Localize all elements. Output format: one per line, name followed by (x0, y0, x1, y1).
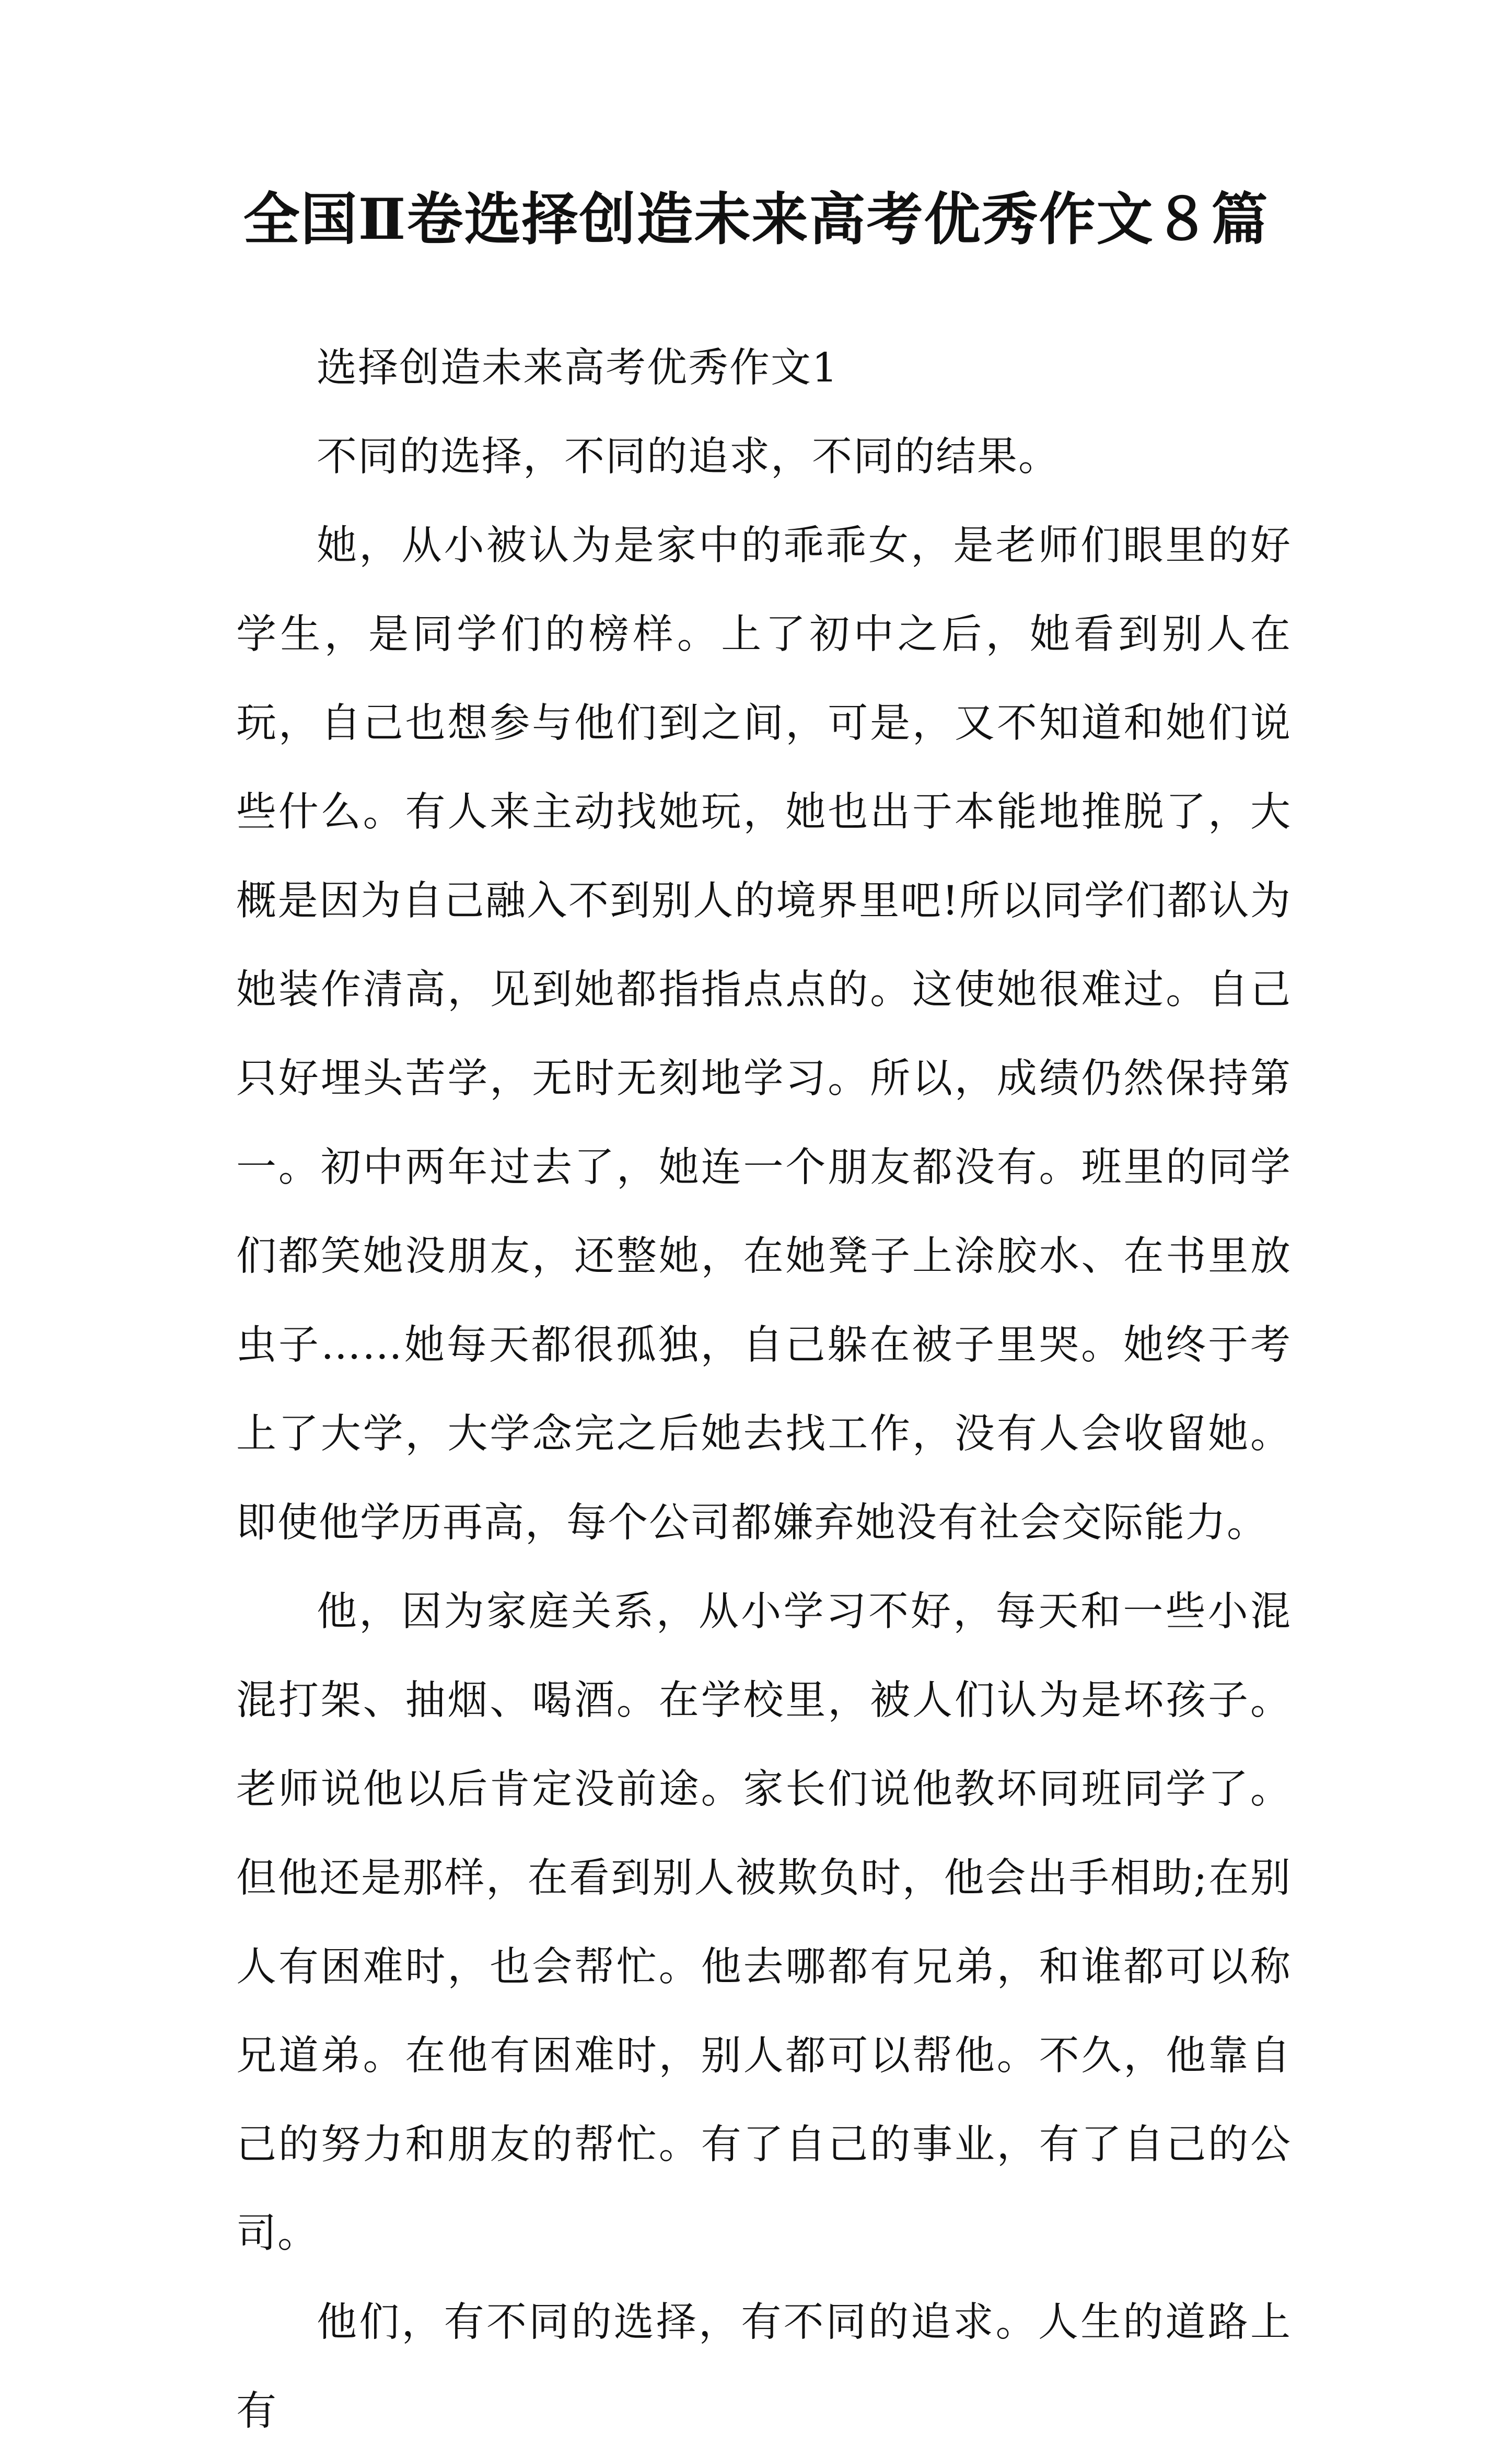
document-title: 全国Ⅱ卷选择创造未来高考优秀作文８篇 (243, 187, 1269, 252)
paragraph-2: 她，从小被认为是家中的乖乖女，是老师们眼里的好学生，是同学们的榜样。上了初中之后，她看到别人在玩，自己也想参与他们到之间，可是，又不知道和她们说些什么。有人来主动找她玩，她也出于本能地推脱了，大概是因为自己融入不到别人的境界里吧!所以同学们都认为她装作清高，见到她都指指点点的。这使她很难过。自己只好埋头苦学，无时无刻地学习。所以，成绩仍然保持第一。初中两年过去了，她连一个朋友都没有。班里的同学们都笑她没朋友，还整她，在她凳子上涂胶水、在书里放虫子……她每天都很孤独，自己躲在被子里哭。她终于考上了大学，大学念完之后她去找工作，没有人会收留她。即使他学历再高，每个公司都嫌弃她没有社会交际能力。 (236, 523, 1292, 1546)
essay-heading: 选择创造未来高考优秀作文1 (317, 345, 839, 391)
paragraph-4: 他们，有不同的选择，有不同的追求。人生的道路上有 (236, 2299, 1292, 2435)
paragraph-1: 不同的选择，不同的追求，不同的结果。 (317, 434, 1060, 480)
paragraph-3: 他，因为家庭关系，从小学习不好，每天和一些小混混打架、抽烟、喝酒。在学校里，被人们认为是坏孩子。老师说他以后肯定没前途。家长们说他教坏同班同学了。但他还是那样，在看到别人被欺负时，他会出手相助;在别人有困难时，也会帮忙。他去哪都有兄弟，和谁都可以称兄道弟。在他有困难时，别人都可以帮他。不久，他靠自己的努力和朋友的帮忙。有了自己的事业，有了自己的公司。 (236, 1589, 1292, 2257)
document-body (236, 324, 1292, 2456)
